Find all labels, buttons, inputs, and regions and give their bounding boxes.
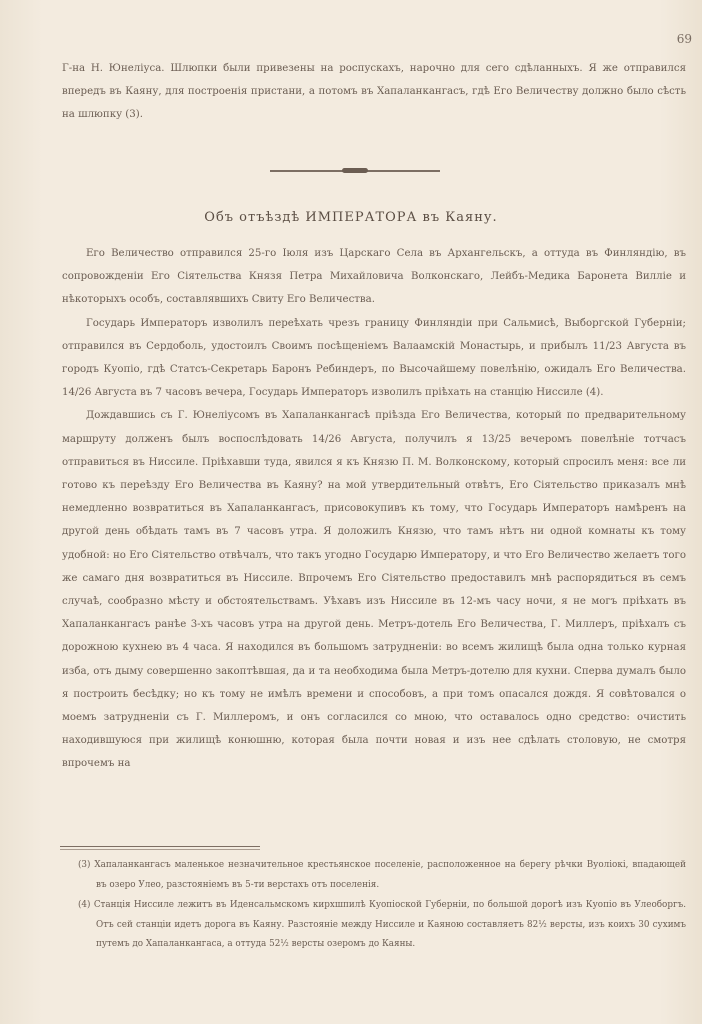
footnote: (4) Станція Ниссиле лежитъ въ Иденсальмскомъ кирхшпилѣ Куопіоской Губерніи, по большой дорогѣ изъ Куопіо въ Улеоборгъ. Отъ сей станціи идетъ дорога въ Каяну. Разстояніе между Ниссиле и Каяною составляетъ 82½ версты, изъ коихъ 30 сухимъ путемъ до Хапаланкангаса, а оттуда 52½ версты озеромъ до Каяны.	[78, 900, 686, 949]
footnote-rule-secondary	[60, 849, 260, 850]
top-paragraph: Г-на Н. Юнеліуса. Шлюпки были привезены на роспускахъ, нарочно для сего сдѣланныхъ. Я же отправился впередъ въ Каяну, для построенія пристани, а потомъ въ Хапаланкангасъ, гдѣ Его Величеству должно было сѣсть на шлюпку (3).	[62, 63, 686, 121]
body-paragraph: Дождавшись съ Г. Юнеліусомъ въ Хапаланкангасѣ пріѣзда Его Величества, который по предварительному маршруту долженъ былъ воспослѣдовать 14/26 Августа, получилъ я 13/25 вечеромъ повелѣніе тотчасъ отправиться въ Ниссиле. Пріѣхавши туда, явился я къ Князю П. М. Волконскому, который спросилъ меня: все ли готово къ переѣзду Его Величества въ Каяну? на мой утвердительный отвѣтъ, Его Сіятельство приказалъ мнѣ немедленно возвратиться въ Хапаланкангасъ, присовокупивъ къ тому, что Государь Императоръ намѣренъ на другой день обѣдать тамъ въ 7 часовъ утра. Я доложилъ Князю, что тамъ нѣтъ ни одной комнаты къ тому удобной: но Его Сіятельство отвѣчалъ, что такъ угодно Государю Императору, и что Его Величество желаетъ того же самаго дня возвратиться въ Ниссиле. Впрочемъ Его Сіятельство предоставилъ мнѣ распорядиться въ семъ случаѣ, сообразно мѣсту и обстоятельствамъ. Уѣхавъ изъ Ниссиле въ 12-мъ часу ночи, я не могъ пріѣхать въ Хапаланкангасъ ранѣе 3-хъ часовъ утра на другой день. Метръ-дотель Его Величества, Г. Миллеръ, пріѣхалъ съ дорожною кухнею въ 4 часа. Я находился въ большомъ затрудненіи: во всемъ жилищѣ была одна только курная изба, отъ дыму совершенно закоптѣвшая, да и та необходима была Метръ-дотелю для кухни. Сперва думалъ было я построить бесѣдку; но къ тому не имѣлъ времени и способовъ, а при томъ опасался дождя. Я совѣтовался о моемъ затрудненіи съ Г. Миллеромъ, и онъ согласился со мною, что оставалось одно средство: очистить находившуюся при жилищѣ конюшню, которая была почти новая и изъ нее сдѣлать столовую, не смотря впрочемъ на	[62, 410, 686, 770]
body-paragraph: Его Величество отправился 25-го Іюля изъ Царскаго Села въ Архангельскъ, а оттуда въ Финляндію, въ сопровожденіи Его Сіятельства Князя Петра Михайловича Волконскаго, Лейбъ-Медика Баронета Виллiе и нѣкоторыхъ особъ, составлявшихъ Свиту Его Величества.	[62, 248, 686, 306]
section-heading: Объ отъѣздѣ ИМПЕРАТОРА въ Каяну.	[204, 210, 498, 225]
ornamental-divider	[270, 170, 440, 172]
top-text-block	[62, 57, 686, 127]
footnote: (3) Хапаланкангасъ маленькое незначительное крестьянское поселеніе, расположенное на берегу рѣчки Вуолiокi, впадающей въ озеро Улео, разстояніемъ въ 5-ти верстахъ отъ поселенія.	[78, 860, 686, 890]
body-text-block	[62, 242, 686, 776]
footnote-rule	[60, 846, 260, 847]
footnotes	[78, 856, 686, 956]
body-paragraph: Государь Императоръ изволилъ переѣхать чрезъ границу Финляндіи при Сальмисѣ, Выборгской Губерніи; отправился въ Сердоболь, удостоилъ Своимъ посѣщеніемъ Валаамскій Монастырь, и прибылъ 11/23 Августа въ городъ Куопіо, гдѣ Статсъ-Секретарь Баронъ Ребиндеръ, по Высочайшему повелѣнію, ожидалъ Его Величества. 14/26 Августа въ 7 часовъ вечера, Государь Императоръ изволилъ пріѣхать на станцію Ниссиле (4).	[62, 317, 686, 399]
page-number: 69	[676, 32, 692, 46]
